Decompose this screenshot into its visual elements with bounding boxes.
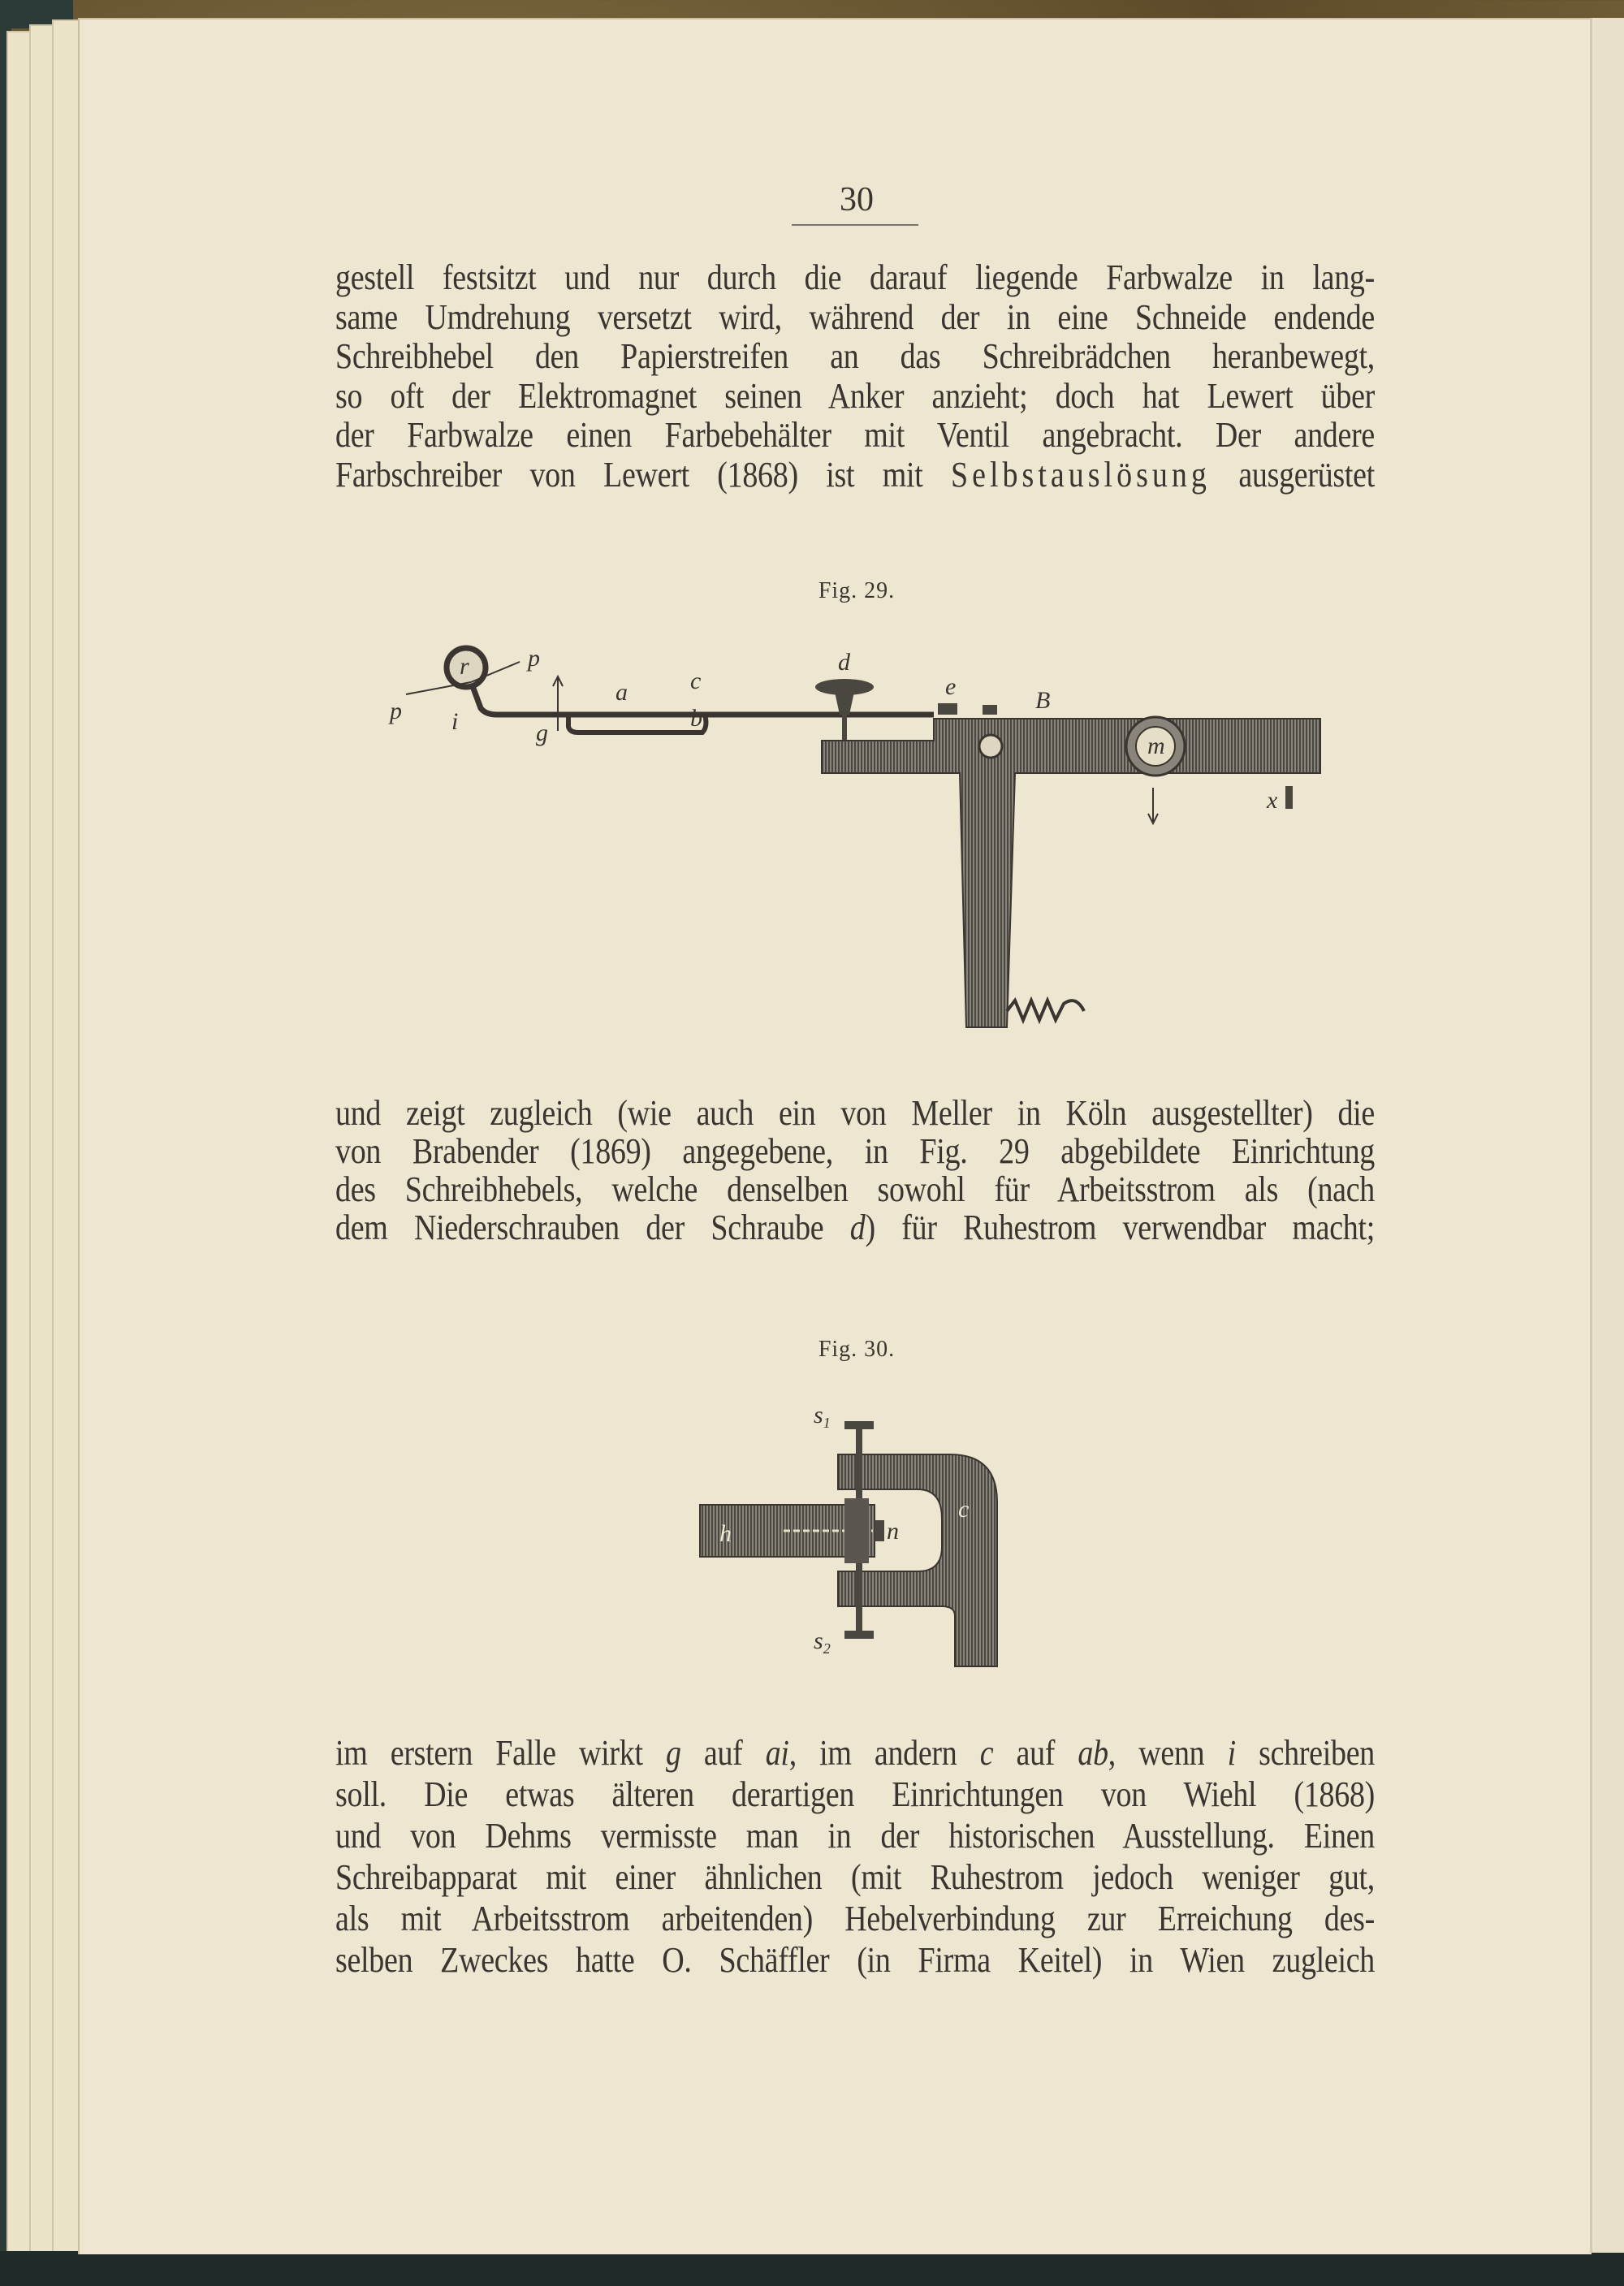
page-number: 30 [840,181,874,218]
label-x: x [1267,787,1278,814]
paragraph-2 [335,1095,1375,1247]
text-run: im erstern Falle wirkt [335,1733,666,1774]
italic-symbol: ab [1078,1733,1108,1774]
text-line: von Brabender (1869) angegebene, in Fig. 29 abgebildete Einrichtung [335,1131,1375,1172]
label-c: c [958,1496,970,1523]
spring-icon [1007,1000,1084,1020]
text-line [335,1206,1375,1251]
label-B: B [1035,687,1051,714]
label-s1-letter: s [814,1402,823,1428]
screw-s1 [856,1429,862,1498]
text-line: same Umdrehung versetzt wird, während der in eine Schneide endende [335,296,1375,338]
text-run: , im andern [788,1733,980,1774]
text-run: dem Niederschrauben der Schraube [335,1208,850,1248]
text-run: schreiben [1235,1733,1375,1774]
pin-x [1285,786,1293,809]
text-line: Schreibapparat mit einer ähnlichen (mit Ruhestrom jedoch weniger gut, [335,1857,1375,1898]
screw-s2 [856,1563,862,1632]
text-run: , wenn [1108,1733,1228,1774]
book-cover-bottom [0,2251,1624,2286]
italic-symbol: d [849,1208,866,1248]
label-c: c [690,668,702,694]
text-line: und zeigt zugleich (wie auch ein von Meller in Köln ausgestellter) die [335,1093,1375,1134]
label-a: a [615,679,628,706]
text-run: auf [993,1733,1078,1774]
text-run: ausgerüstet [1210,454,1375,495]
text-line: und von Dehms vermisste man in der historischen Ausstellung. Einen [335,1816,1375,1856]
italic-symbol: i [1227,1733,1236,1774]
label-s2 [814,1627,831,1657]
lever-frame-B [822,719,1320,1027]
text-run: auf [680,1733,766,1774]
text-line: der Farbwalze einen Farbebehälter mit Ventil angebracht. Der andere [335,415,1375,456]
nut-n [875,1520,884,1541]
contact-e [938,703,957,715]
figure-29-illustration [374,633,1348,1039]
adjusting-screw-d [815,679,874,741]
text-line: selben Zweckes hatte O. Schäffler (in Firma Keitel) in Wien zugleich [335,1940,1375,1981]
figure-29-caption: Fig. 29. [818,578,896,603]
label-h: h [719,1520,732,1547]
text-run: ) für Ruhestrom verwendbar macht; [865,1208,1375,1248]
figure-30-illustration [690,1389,1015,1689]
italic-symbol: c [979,1733,994,1774]
italic-symbol: ai [765,1733,789,1774]
label-r: r [460,653,469,680]
screw-s1-head [844,1421,874,1429]
emphasized-text: Selbstauslösung [950,454,1211,495]
figure-30-caption: Fig. 30. [818,1337,896,1362]
text-line: gestell festsitzt und nur durch die darauf liegende Farbwalze in lang- [335,257,1375,298]
label-g: g [536,720,548,746]
lever-head [844,1498,869,1563]
label-p-right: p [528,645,540,672]
facing-page-edge [1590,18,1624,2253]
text-line: als mit Arbeitsstrom arbeitenden) Hebelverbindung zur Erreichung des- [335,1899,1375,1939]
text-line [335,452,1375,498]
text-line: soll. Die etwas älteren derartigen Einrichtungen von Wiehl (1868) [335,1774,1375,1815]
label-d: d [838,649,850,676]
pivot-icon [979,735,1002,758]
label-b: b [690,705,702,732]
label-i: i [451,708,459,735]
label-n: n [887,1518,899,1545]
text-line: Schreibhebel den Papierstreifen an das Schreibrädchen heranbewegt, [335,336,1375,377]
text-run: Farbschreiber von Lewert (1868) ist mit [335,454,951,495]
paragraph-3 [335,1733,1375,1981]
label-s1-subscript: 1 [823,1415,831,1431]
label-s1 [814,1402,831,1431]
text-line: so oft der Elektromagnet seinen Anker anzieht; doch hat Lewert über [335,375,1375,417]
label-s2-subscript: 2 [823,1640,831,1657]
page-number-rule [792,224,918,226]
label-e: e [945,673,957,700]
label-p-left: p [390,698,402,724]
text-line: des Schreibhebels, welche denselben sowohl für Arbeitsstrom als (nach [335,1169,1375,1210]
contact-stop [983,705,997,715]
paragraph-1 [335,258,1375,495]
label-m: m [1147,732,1165,759]
italic-symbol: g [665,1733,681,1774]
label-s2-letter: s [814,1627,823,1654]
